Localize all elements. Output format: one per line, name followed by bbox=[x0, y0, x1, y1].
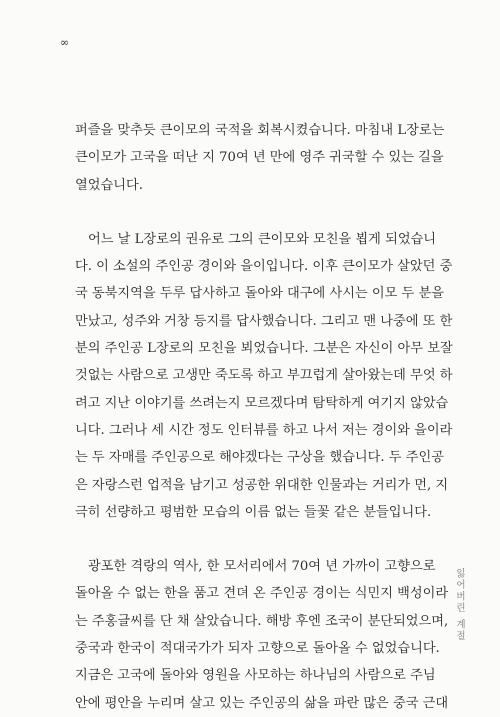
text-line: 는 두 자매를 주인공으로 해야겠다는 구상을 했습니다. 두 주인공 bbox=[75, 450, 444, 466]
running-title: 잃어버린 계절 bbox=[454, 568, 465, 643]
text-line: 려고 지난 이야기를 쓰려는지 모르겠다며 탐탁하게 여기지 않았습 bbox=[75, 395, 449, 411]
page-mark: ∞ bbox=[60, 36, 70, 49]
text-line: 안에 평안을 누리며 살고 있는 주인공의 삶을 파란 많은 중국 근대 bbox=[75, 695, 449, 711]
text-line: 만났고, 성주와 거창 등지를 답사했습니다. 그리고 맨 나중에 또 한 bbox=[75, 313, 453, 329]
text-line: 열었습니다. bbox=[75, 177, 143, 193]
paragraph bbox=[75, 553, 449, 717]
text-line: 은 자랑스런 업적을 남기고 성공한 위대한 인물과는 거리가 먼, 지 bbox=[75, 477, 449, 493]
text-line: 광포한 격랑의 역사, 한 모서리에서 70여 년 가까이 고향으로 bbox=[88, 559, 436, 575]
text-line: 것없는 사람으로 고생만 죽도록 하고 부끄럽게 살아왔는데 무엇 하 bbox=[75, 368, 453, 384]
text-line: 국 동북지역을 두루 답사하고 돌아와 대구에 사시는 이모 두 분을 bbox=[75, 286, 444, 302]
paragraph bbox=[75, 226, 453, 526]
text-line: 다. 이 소설의 주인공 경이와 을이입니다. 이후 큰이모가 살았던 중 bbox=[75, 259, 453, 275]
text-line: 돌아올 수 없는 한을 품고 견뎌 온 주인공 경이는 식민지 백성이라 bbox=[75, 586, 449, 602]
text-line: 지금은 고국에 돌아와 영원을 사모하는 하나님의 사람으로 주님 bbox=[75, 668, 436, 684]
text-line: 분의 주인공 L장로의 모친을 뵈었습니다. 그분은 자신이 아무 보잘 bbox=[75, 341, 453, 357]
text-line: 니다. 그러나 세 시간 정도 인터뷰를 하고 나서 저는 경이와 을이라 bbox=[75, 422, 453, 438]
paragraph bbox=[75, 117, 445, 199]
text-line: 는 주홍글씨를 단 채 살았습니다. 해방 후엔 조국이 분단되었으며, bbox=[75, 613, 449, 629]
text-line: 퍼즐을 맞추듯 큰이모의 국적을 회복시켰습니다. 마침내 L장로는 bbox=[75, 123, 445, 138]
text-line: 극히 선량하고 평범한 모습의 이름 없는 들꽃 같은 분들입니다. bbox=[75, 504, 432, 520]
text-line: 큰이모가 고국을 떠난 지 70여 년 만에 영주 귀국할 수 있는 길을 bbox=[75, 150, 444, 166]
text-line: 중국과 한국이 적대국가가 되자 고향으로 돌아올 수 없었습니다. bbox=[75, 641, 440, 657]
body-text bbox=[75, 117, 453, 717]
text-line: 어느 날 L장로의 권유로 그의 큰이모와 모친을 뵙게 되었습니 bbox=[88, 231, 437, 247]
